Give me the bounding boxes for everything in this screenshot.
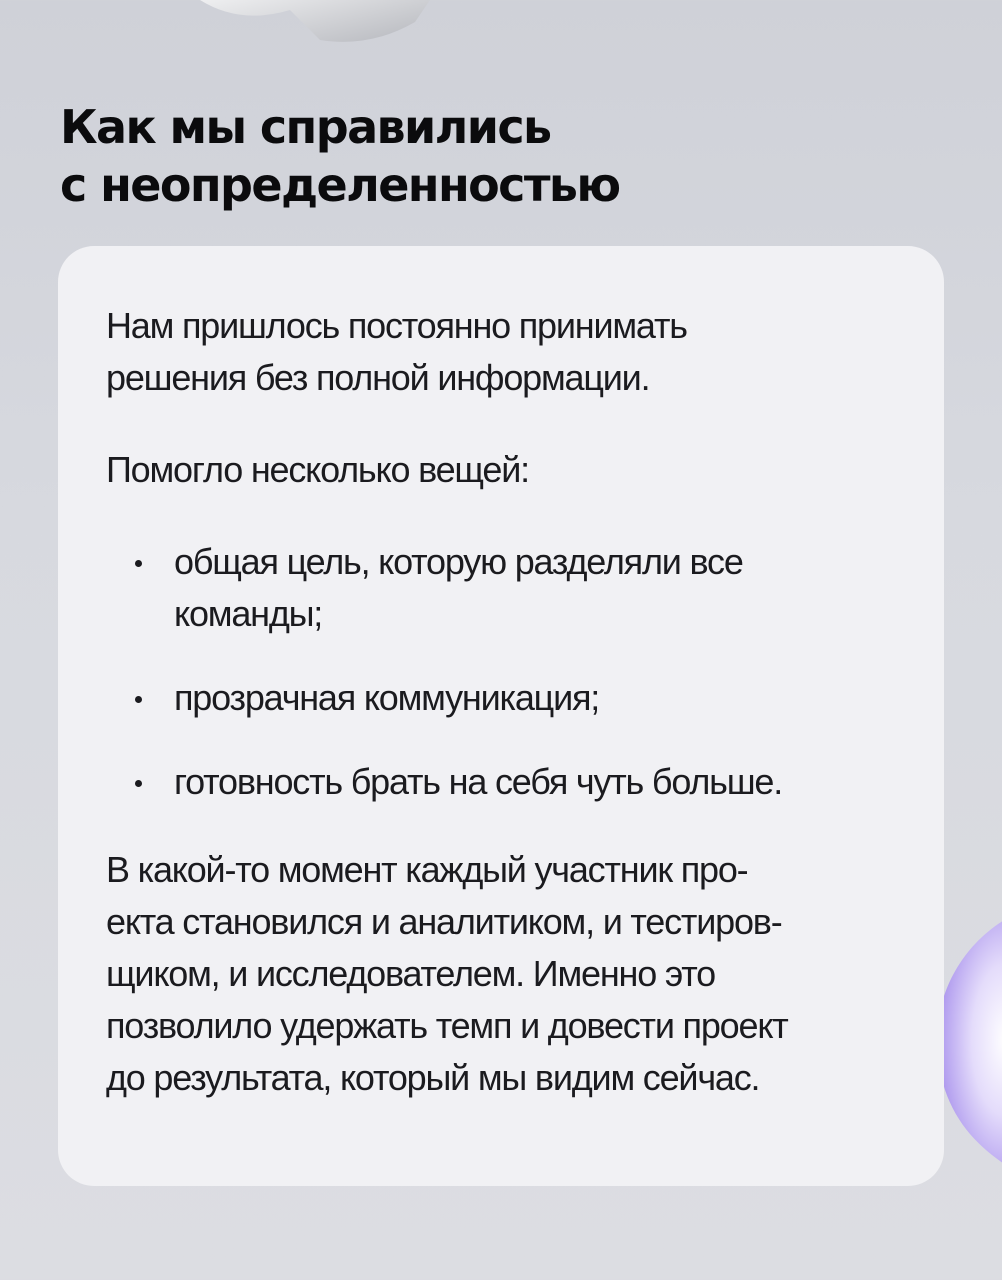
conclusion-paragraph xyxy=(106,844,904,1104)
conclusion-line: щиком, и исследователем. Именно это xyxy=(106,953,715,994)
title-line-1: Как мы справились xyxy=(60,100,551,154)
conclusion-line: екта становился и аналитиком, и тестиров- xyxy=(106,901,782,942)
page-title xyxy=(60,98,940,214)
intro-line: решения без полной информации. xyxy=(106,357,650,398)
intro-paragraph xyxy=(106,300,904,404)
helped-line: Помогло несколько вещей: xyxy=(106,449,529,490)
title-line-2: с неопределенностью xyxy=(60,158,620,212)
conclusion-line: В какой-то момент каждый участник про- xyxy=(106,849,748,890)
intro-line: Нам пришлось постоянно принимать xyxy=(106,305,687,346)
bullet-item xyxy=(106,536,904,640)
bullet-item xyxy=(106,756,904,808)
bullet-line: общая цель, которую разделяли все xyxy=(174,541,743,582)
bullet-line: команды; xyxy=(174,593,323,634)
bullet-dot-icon xyxy=(135,780,142,787)
bullet-line: готовность брать на себя чуть больше. xyxy=(174,761,783,802)
helped-paragraph xyxy=(106,444,904,496)
bullet-dot-icon xyxy=(135,560,142,567)
conclusion-line: позволило удержать темп и довести проект xyxy=(106,1005,788,1046)
bullet-dot-icon xyxy=(135,696,142,703)
conclusion-line: до результата, который мы видим сейчас. xyxy=(106,1057,760,1098)
bullet-item xyxy=(106,672,904,724)
decorative-shape-top xyxy=(200,0,460,50)
content-card xyxy=(58,246,944,1186)
bullet-list xyxy=(106,536,904,808)
bullet-line: прозрачная коммуникация; xyxy=(174,677,600,718)
